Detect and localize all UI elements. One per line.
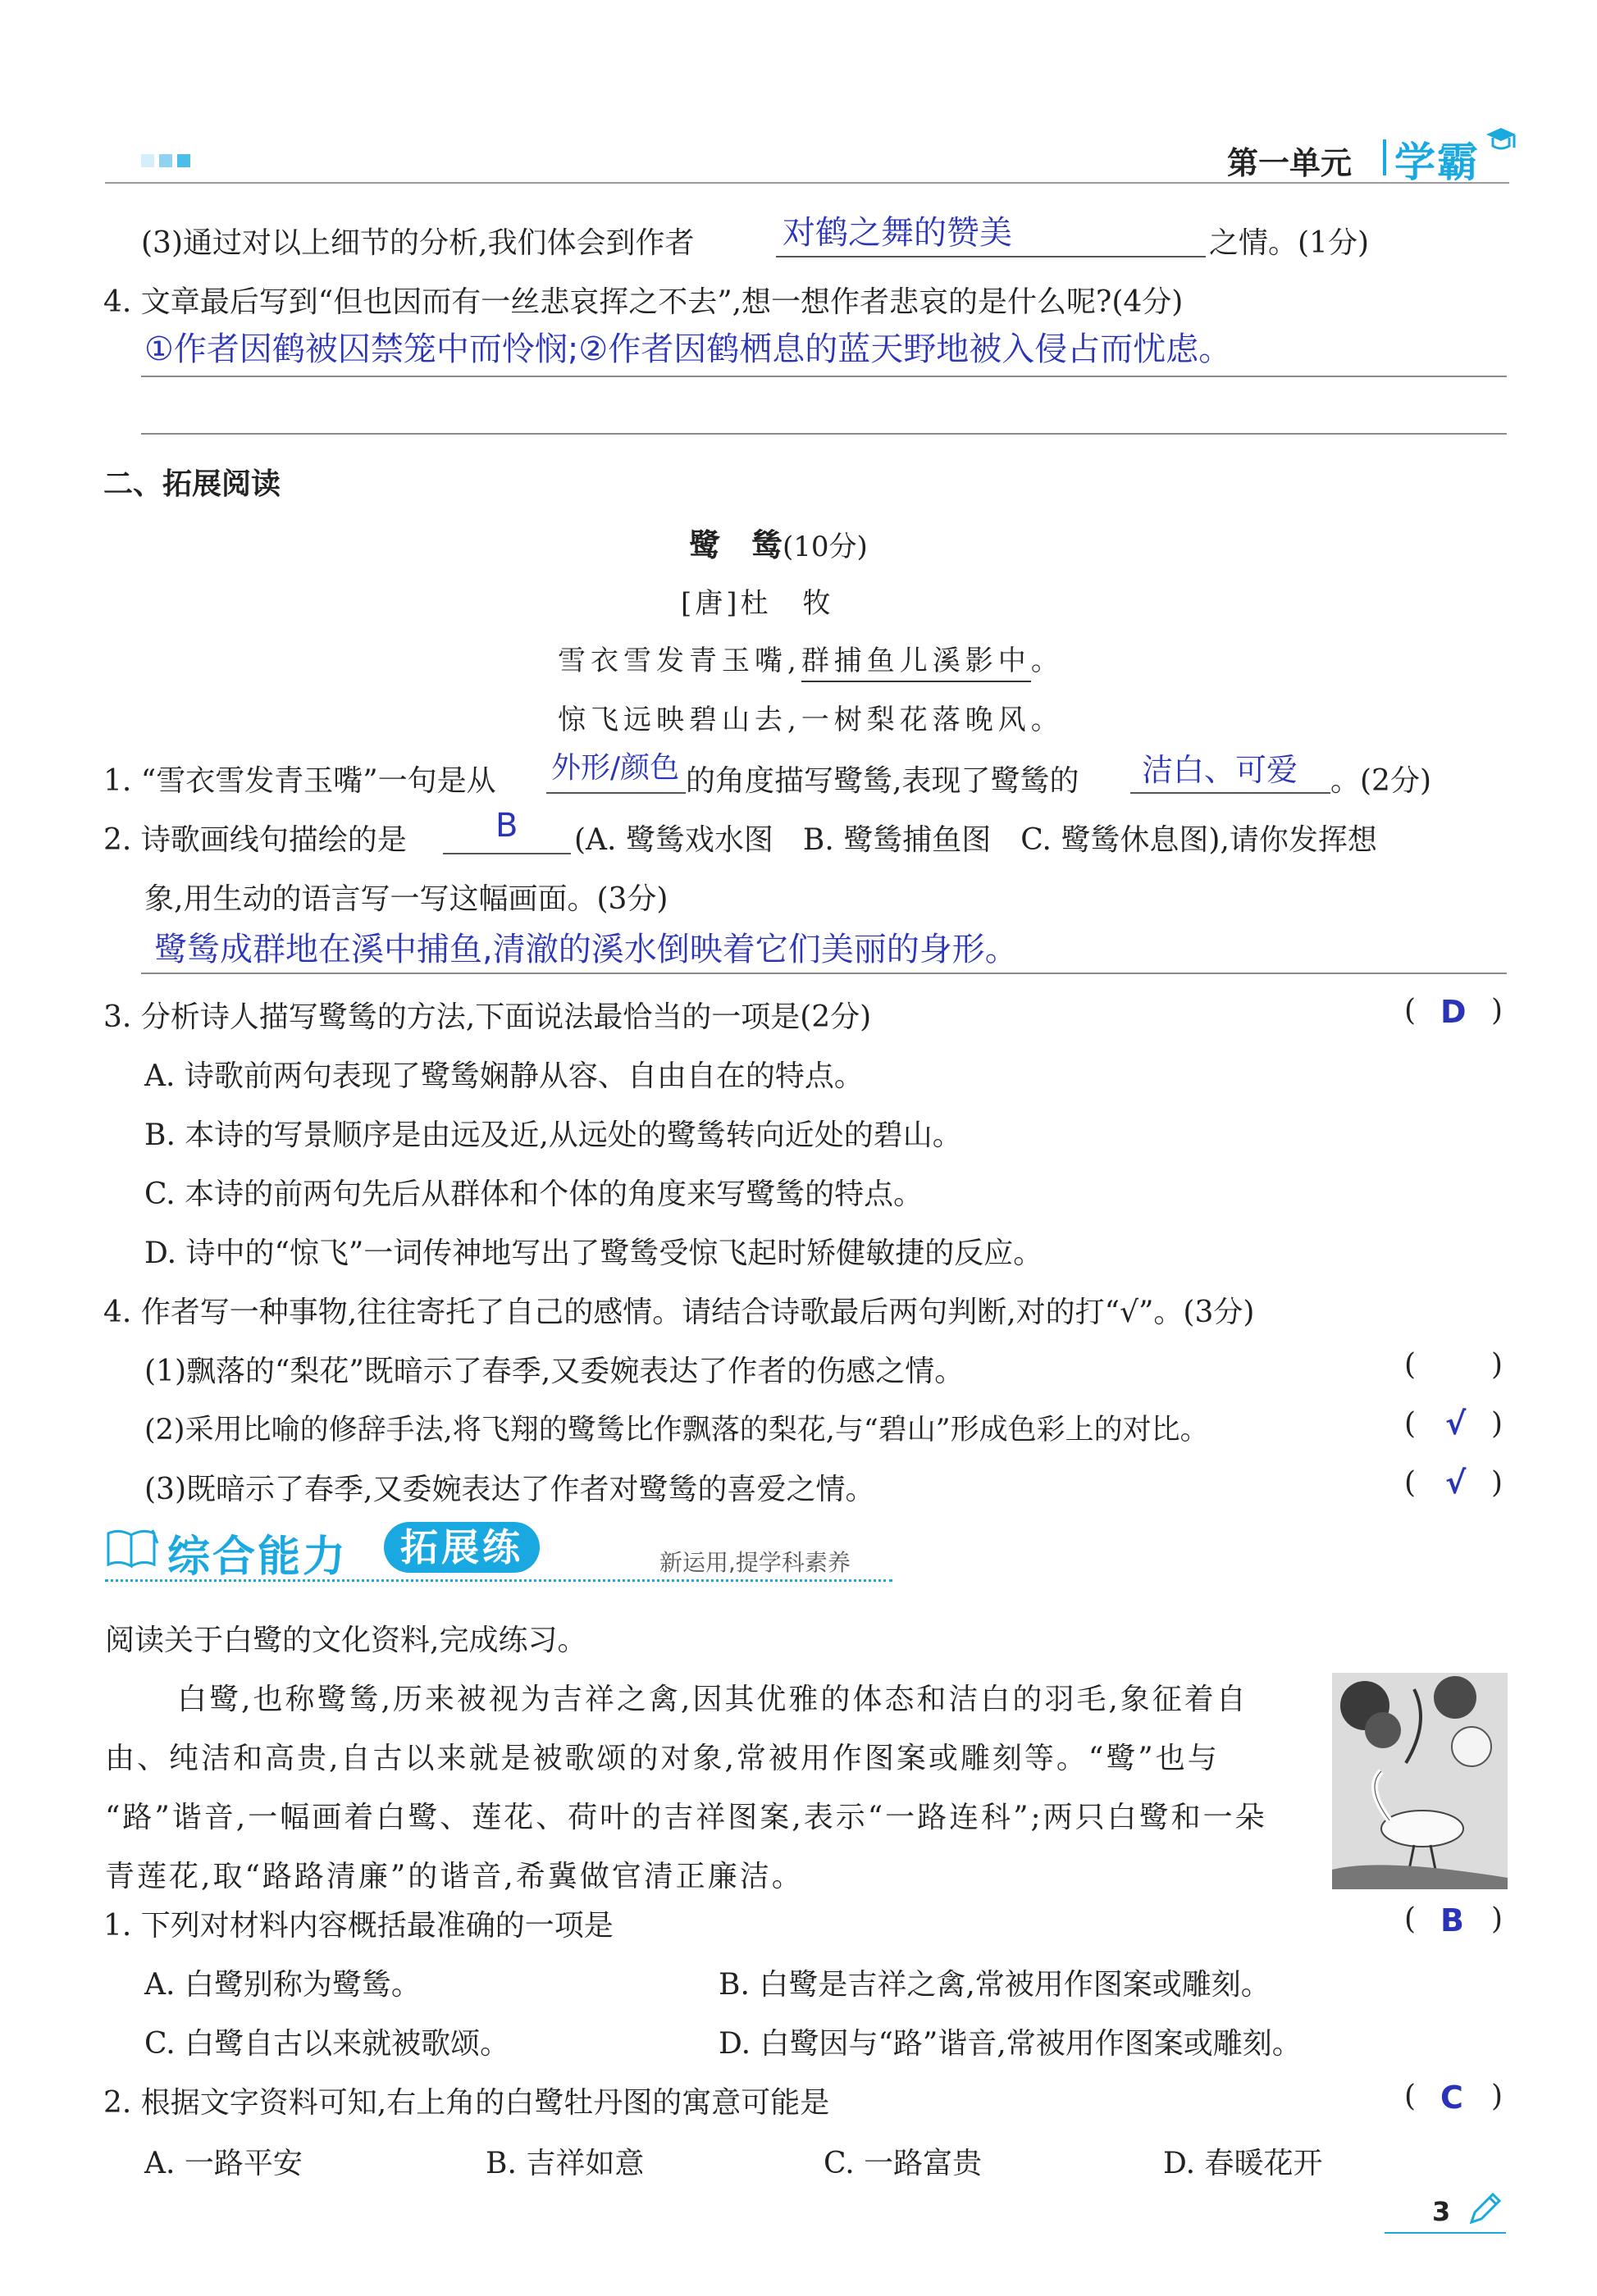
s2-q4: 4. 作者写一种事物,往往寄托了自己的感情。请结合诗歌最后两句判断,对的打“√”。(3分): [103, 1296, 1255, 1329]
header-divider: [1383, 139, 1386, 175]
s3-q1-option-c: C. 白鹭自古以来就被歌颂。: [144, 2027, 510, 2061]
question-3-3: [141, 220, 694, 262]
footer-rule: [1385, 2232, 1506, 2234]
egret-peony-painting: [1332, 1673, 1508, 1889]
s2-q3-option-d: D. 诗中的“惊飞”一词传神地写出了鹭鸶受惊飞起时矫健敏捷的反应。: [144, 1237, 1043, 1270]
poem-line-2: 惊飞远映碧山去,一树梨花落晚风。: [558, 704, 1064, 736]
s2-q4-item-3-paren-close: ): [1491, 1466, 1503, 1500]
s2-q1-prefix: 1. “雪衣雪发青玉嘴”一句是从: [103, 764, 496, 798]
s3-q2-option-c: C. 一路富贵: [824, 2147, 983, 2180]
s2-q4-item-1: (1)飘落的“梨花”既暗示了春季,又委婉表达了作者的伤感之情。: [144, 1355, 965, 1388]
s2-q4-item-2-mark: √: [1445, 1405, 1467, 1442]
banner-title: 综合能力: [167, 1533, 349, 1582]
header-brand: 学霸: [1394, 139, 1480, 186]
s3-q1: 1. 下列对材料内容概括最准确的一项是: [103, 1909, 614, 1943]
s3-q1-paren-open: (: [1404, 1902, 1417, 1936]
section-3-intro: 阅读关于白鹭的文化资料,完成练习。: [105, 1624, 587, 1657]
s2-q2-answer-line: [141, 973, 1507, 974]
passage-line-3: “路”谐音,一幅画着白鹭、莲花、荷叶的吉祥图案,表示“一路连科”;两只白鹭和一朵: [105, 1801, 1267, 1834]
s2-q2-answer: B: [495, 807, 518, 845]
s3-q2-answer: C: [1440, 2080, 1463, 2116]
q4-answer: ①作者因鹤被囚禁笼中而怜悯;②作者因鹤栖息的蓝天野地被入侵占而忧虑。: [144, 330, 1232, 368]
q3-3-answer: 对鹤之舞的赞美: [783, 214, 1012, 252]
s2-q3-option-c: C. 本诗的前两句先后从群体和个体的角度来写鹭鸶的特点。: [144, 1178, 924, 1211]
s2-q4-item-1-paren-close: ): [1491, 1348, 1503, 1382]
passage-line-2: 由、纯洁和高贵,自古以来就是被歌颂的对象,常被用作图案或雕刻等。“鹭”也与: [105, 1742, 1220, 1775]
graduation-cap-icon: [1485, 123, 1517, 159]
s2-q2-suffix: (A. 鹭鸶戏水图 B. 鹭鸶捕鱼图 C. 鹭鸶休息图),请你发挥想: [574, 823, 1377, 857]
poem-author: [唐]杜 牧: [681, 587, 834, 620]
s2-q1-mid: 的角度描写鹭鸶,表现了鹭鸶的: [686, 764, 1079, 798]
s2-q4-item-2: (2)采用比喻的修辞手法,将飞翔的鹭鸶比作飘落的梨花,与“碧山”形成色彩上的对比。: [144, 1414, 1209, 1446]
s3-q2-option-b: B. 吉祥如意: [486, 2147, 645, 2180]
banner-book-icon: [105, 1527, 159, 1574]
s2-q4-item-1-paren-open: (: [1404, 1348, 1417, 1382]
s3-q1-answer: B: [1440, 1902, 1464, 1938]
s3-q2-paren-close: ): [1491, 2080, 1503, 2113]
s2-q1-blank-1: [546, 792, 686, 794]
header-deco-squares: [141, 154, 190, 171]
s3-q1-option-a: A. 白鹭别称为鹭鸶。: [144, 1968, 421, 2002]
q3-3-suffix: 之情。(1分): [1209, 226, 1369, 260]
s2-q3-paren-open: (: [1404, 994, 1417, 1027]
poem-line-1: [558, 638, 1064, 678]
s3-q1-option-b: B. 白鹭是吉祥之禽,常被用作图案或雕刻。: [719, 1968, 1271, 2002]
q3-3-blank: [776, 256, 1206, 257]
s2-q4-item-3: (3)既暗示了春季,又委婉表达了作者对鹭鸶的喜爱之情。: [144, 1473, 875, 1506]
header-rule: [105, 182, 1509, 184]
poem-line-1-c: 。: [1030, 645, 1064, 677]
passage-line-4: 青莲花,取“路路清廉”的谐音,希冀做官清正廉洁。: [105, 1860, 804, 1893]
s3-q2-option-a: A. 一路平安: [144, 2147, 303, 2180]
banner-badge: 拓展练: [384, 1522, 540, 1573]
poem-line-1-b: 群捕鱼儿溪影中: [801, 645, 1031, 682]
poem-line-1-a: 雪衣雪发青玉嘴,: [558, 645, 801, 677]
question-4: 4. 文章最后写到“但也因而有一丝悲哀挥之不去”,想一想作者悲哀的是什么呢?(4分): [103, 285, 1184, 319]
s2-q1-suffix: 。(2分): [1330, 764, 1431, 798]
q4-answer-line-1: [141, 376, 1507, 377]
q3-3-prefix: (3)通过对以上细节的分析,我们体会到作者: [141, 226, 695, 260]
banner-tagline: 新运用,提学科素养: [659, 1549, 851, 1576]
passage-line-1: 白鹭,也称鹭鸶,历来被视为吉祥之禽,因其优雅的体态和洁白的羽毛,象征着自: [177, 1683, 1248, 1716]
poem-score: (10分): [783, 531, 868, 563]
s3-q2: 2. 根据文字资料可知,右上角的白鹭牡丹图的寓意可能是: [103, 2086, 830, 2120]
s2-q3: 3. 分析诗人描写鹭鸶的方法,下面说法最恰当的一项是(2分): [103, 1000, 872, 1034]
s2-q2-blank: [443, 853, 571, 854]
s3-q2-paren-open: (: [1404, 2080, 1417, 2113]
s3-q2-option-d: D. 春暖花开: [1163, 2147, 1323, 2180]
q4-answer-line-2: [141, 433, 1507, 435]
s2-q2-prefix: 2. 诗歌画线句描绘的是: [103, 823, 407, 857]
s3-q1-paren-close: ): [1491, 1902, 1503, 1936]
s2-q4-item-3-mark: √: [1445, 1465, 1467, 1501]
s2-q1-answer-2: 洁白、可爱: [1142, 752, 1298, 788]
s2-q4-item-2-paren-close: ): [1491, 1407, 1503, 1441]
s2-q2-answer-text: 鹭鸶成群地在溪中捕鱼,清澈的溪水倒映着它们美丽的身形。: [154, 931, 1018, 968]
s2-q3-paren-close: ): [1491, 994, 1503, 1027]
header-unit: 第一单元: [1227, 145, 1353, 181]
s2-q3-option-b: B. 本诗的写景顺序是由远及近,从远处的鹭鸶转向近处的碧山。: [144, 1118, 962, 1152]
s2-q1-blank-2: [1130, 792, 1330, 794]
poem-title-text: 鹭 鸶: [689, 526, 783, 563]
s2-q3-option-a: A. 诗歌前两句表现了鹭鸶娴静从容、自由自在的特点。: [144, 1059, 864, 1093]
poem-title: [689, 520, 868, 565]
s2-q4-item-3-paren-open: (: [1404, 1466, 1417, 1500]
s2-q4-item-2-paren-open: (: [1404, 1407, 1417, 1441]
s2-q1-answer-1: 外形/颜色: [551, 751, 680, 785]
s2-q2-line-2: 象,用生动的语言写一写这幅画面。(3分): [144, 882, 668, 916]
pencil-icon: [1465, 2189, 1504, 2232]
page-number: 3: [1432, 2196, 1451, 2227]
section-2-heading: 二、拓展阅读: [103, 467, 281, 501]
banner-dotted-rule: [105, 1579, 892, 1582]
s3-q1-option-d: D. 白鹭因与“路”谐音,常被用作图案或雕刻。: [719, 2027, 1302, 2061]
s2-q3-answer: D: [1440, 994, 1467, 1030]
